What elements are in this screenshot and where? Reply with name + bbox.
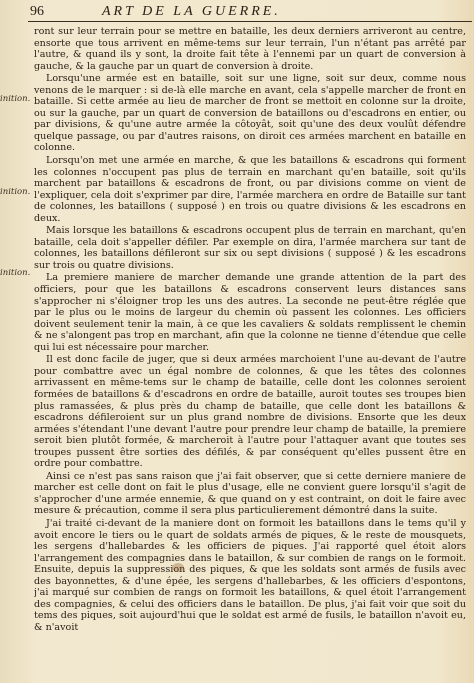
paragraph-1: ront sur leur terrain pour se mettre en bataille, les deux derniers arriveront au centre, ensorte que tous arrivent en même-tems sur leur terrain, l'un n'étant pas arrêté par l'autre, & quand ils y sont, la droite fait tête à l'ennemi par un quart de conversion à gauche, & la gauche par un quart de conversion à droite. (34, 26, 466, 72)
margin-note-3: inition. (0, 268, 31, 278)
paragraph-6: Il est donc facile de juger, que si deux armées marchoient l'une au-devant de l'autre pour combattre avec un égal nombre de colonnes, & que les têtes des colonnes arrivassent en même-tems sur le champ de bataille, celle dont les colonnes seroient formées de bataillons & d'escadrons en ordre de bataille, auroit toutes ses troupes bien plus ramassées, & plus près du champ de bataille, que celle dont les bataillons & escadrons défileroient sur un plus grand nombre de divisions. Ensorte que les deux armées s'étendant l'une devant l'autre pour prendre leur champ de bataille, la premiere seroit bien plutôt formée, & marcheroit à l'autre pour l'attaquer avant que toutes ses troupes pussent être sorties des défilés, & par conséquent qu'elles pussent être en ordre pour combattre. (34, 354, 466, 470)
paragraph-8: J'ai traité ci-devant de la maniere dont on formoit les bataillons dans le tems qu'il y avoit encore le tiers ou le quart de soldats armés de piques, & le reste de mousquets, les sergens d'hallebardes & les officiers de piques. J'ai rapporté quel étoit alors l'arrangement des compagnies dans le bataillon, & sur combien de rangs on le formoit. Ensuite, depuis la suppression des piques, & que les soldats sont armés de fusils avec des bayonnettes, & d'une épée, les sergens d'hallebarbes, & les officiers d'espontons, j'ai marqué sur combien de rangs on formoit les bataillons, & quel étoit l'arrangement des compagnies, & celui des officiers dans le bataillon. De plus, j'ai fait voir que soit du tems des piques, soit aujourd'hui que le soldat est armé de fusils, le bataillon n'avoit eu, & n'avoit (34, 517, 466, 633)
paper-stain (172, 563, 184, 572)
body-text (34, 26, 466, 682)
paragraph-7: Ainsi ce n'est pas sans raison que j'ai fait observer, que si cette derniere maniere de marcher est celle dont on fait le plus d'usage, elle ne convient guere lorsqu'il s'agit de s'approcher d'une armée ennemie, & que quand on y est contraint, on doit le faire avec mesure & précaution, comme il sera plus particulierement démontré dans la suite. (34, 470, 466, 517)
header-rule (28, 21, 472, 22)
paragraph-5: La premiere maniere de marcher demande une grande attention de la part des officiers, pour que les bataillons & escadrons conservent leurs distances sans s'approcher ni s'éloigner trop les uns des autres. La seconde ne peut-être réglée que par le plus ou le moins de largeur du chemin où passent les colonnes. Les officiers doivent seulement tenir la main, à ce que les cavaliers & soldats remplissent le chemin & ne s'alongent pas trop en marchant, afin que la colonne ne tienne d'étendue que celle qui lui est nécessaire pour marcher. (34, 272, 466, 353)
page-number: 96 (30, 4, 44, 19)
paragraph-2: Lorsqu'une armée est en bataille, soit sur une ligne, soit sur deux, comme nous venons de le marquer : si de-là elle marche en avant, cela s'appelle marcher de front en bataille. Si cette armée au lieu de marcher de front se mettoit en colonne sur la droite, ou sur la gauche, par un quart de conversion de bataillons ou d'escadrons en entier, ou par divisions, & qu'une autre armée la côtoyât, soit qu'une des deux voulût défendre quelque passage, ou par d'autres raisons, on diroit ces armées marchent en bataille en colonne. (34, 73, 466, 154)
running-head: ART DE LA GUERRE. (102, 4, 281, 19)
margin-note-2: inition. (0, 187, 31, 197)
page-header (30, 4, 470, 22)
margin-note-1: inition. (0, 94, 31, 104)
paragraph-4: Mais lorsque les bataillons & escadrons occupent plus de terrain en marchant, qu'en bataille, cela doit s'appeller défiler. Par exemple on dira, l'armée marchera sur tant de colonnes, les bataillons défileront sur six ou sept divisions ( supposé ) & les escadrons sur trois ou quatre divisions. (34, 225, 466, 271)
paragraph-3: Lorsqu'on met une armée en marche, & que les bataillons & escadrons qui forment les colonnes n'occupent pas plus de terrain en marchant qu'en bataille, soit qu'ils marchent par bataillons & escadrons de front, ou par divisions comme on vient de l'expliquer, cela doit s'exprimer par dire, l'armée marchera en ordre de Bataille sur tant de colonnes, les bataillons ( supposé ) en trois ou quatre divisions & les escadrons en deux. (34, 155, 466, 224)
